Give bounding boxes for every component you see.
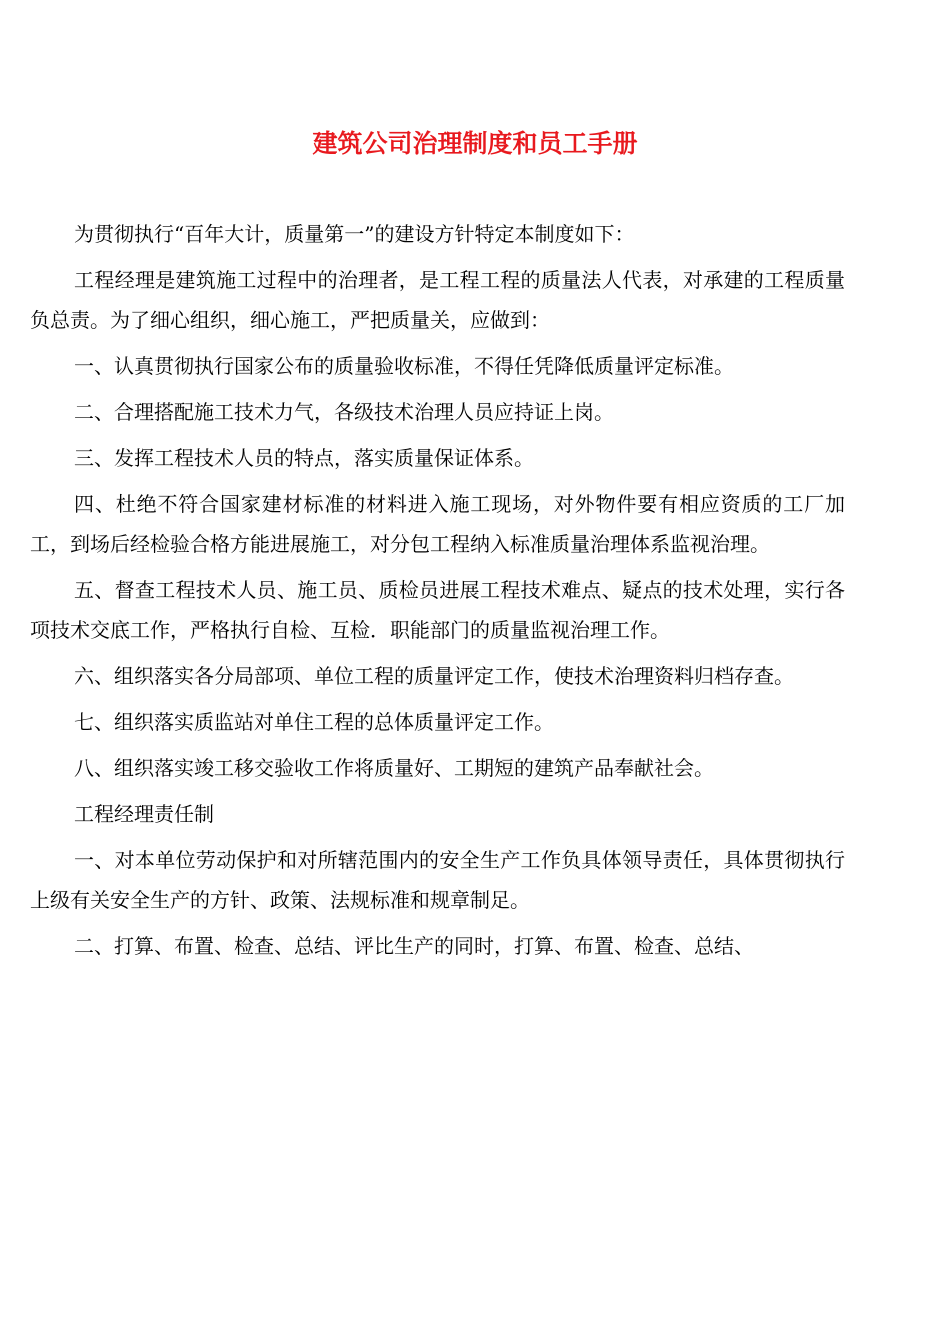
rule-item-1: 一、认真贯彻执行国家公布的质量验收标准，不得任凭降低质量评定标准。 [74, 354, 734, 378]
duty-item-2: 二、打算、布置、检查、总结、评比生产的同时，打算、布置、检查、总结、 [74, 934, 754, 958]
intro-paragraph: 为贯彻执行“百年大计，质量第一”的建设方针特定本制度如下： [74, 222, 635, 246]
rule-item-5: 五、督查工程技术人员、施工员、质检员进展工程技术难点、疑点的技术处理，实行各项技术交底工作，严格执行自检、互检．职能部门的质量监视治理工作。 [30, 578, 845, 642]
document-title: 建筑公司治理制度和员工手册 [312, 129, 638, 158]
rule-item-6: 六、组织落实各分局部项、单位工程的质量评定工作，使技术治理资料归档存查。 [74, 664, 794, 688]
rule-item-4: 四、杜绝不符合国家建材标准的材料进入施工现场，对外物件要有相应资质的工厂加工，到场后经检验合格方能进展施工，对分包工程纳入标准质量治理体系监视治理。 [30, 492, 845, 556]
rule-item-7: 七、组织落实质监站对单住工程的总体质量评定工作。 [74, 710, 554, 734]
document-body [30, 214, 845, 972]
rule-item-8: 八、组织落实竣工移交验收工作将质量好、工期短的建筑产品奉献社会。 [74, 756, 714, 780]
rule-item-3: 三、发挥工程技术人员的特点，落实质量保证体系。 [74, 446, 534, 470]
manager-role-paragraph: 工程经理是建筑施工过程中的治理者，是工程工程的质量法人代表，对承建的工程质量负总责。为了细心组织，细心施工，严把质量关，应做到： [30, 268, 845, 332]
rule-item-2: 二、合理搭配施工技术力气，各级技术治理人员应持证上岗。 [74, 400, 614, 424]
section-heading: 工程经理责任制 [74, 802, 214, 826]
duty-item-1: 一、对本单位劳动保护和对所辖范围内的安全生产工作负具体领导责任，具体贯彻执行上级有关安全生产的方针、政策、法规标准和规章制足。 [30, 848, 845, 912]
